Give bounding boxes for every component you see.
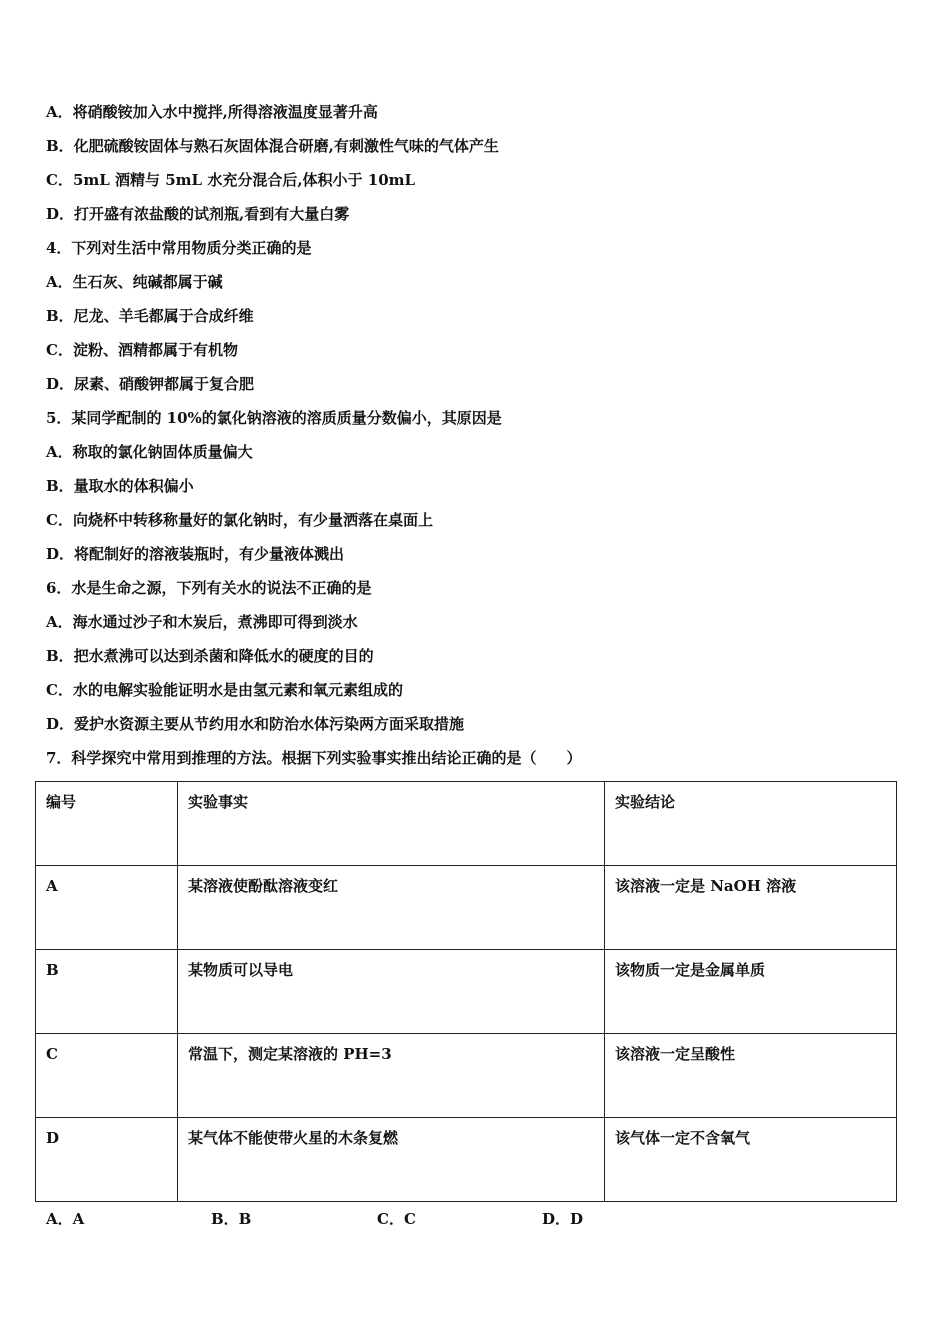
- row-id-cell: A: [36, 866, 178, 950]
- row-fact-cell: 某物质可以导电: [178, 950, 605, 1034]
- q6-stem: 6．水是生命之源，下列有关水的说法不正确的是: [46, 579, 372, 597]
- header-cell-conclusion: 实验结论: [605, 782, 897, 866]
- q4-option-d: D．尿素、硝酸钾都属于复合肥: [46, 375, 255, 393]
- q5-stem: 5．某同学配制的 10%的氯化钠溶液的溶质质量分数偏小，其原因是: [46, 409, 502, 427]
- q3-option-d: D．打开盛有浓盐酸的试剂瓶,看到有大量白雾: [46, 205, 350, 223]
- row-fact-cell: 某气体不能使带火星的木条复燃: [178, 1118, 605, 1202]
- q6-option-c: C．水的电解实验能证明水是由氢元素和氧元素组成的: [46, 681, 403, 699]
- row-conclusion-cell: 该溶液一定呈酸性: [605, 1034, 897, 1118]
- q3-option-a: A．将硝酸铵加入水中搅拌,所得溶液温度显著升高: [46, 103, 378, 121]
- row-fact-cell: 常温下，测定某溶液的 PH=3: [178, 1034, 605, 1118]
- q3-option-b: B．化肥硫酸铵固体与熟石灰固体混合研磨,有刺激性气味的气体产生: [46, 137, 499, 155]
- row-conclusion-cell: 该物质一定是金属单质: [605, 950, 897, 1034]
- row-id-cell: C: [36, 1034, 178, 1118]
- q5-option-a: A．称取的氯化钠固体质量偏大: [46, 443, 253, 461]
- q4-stem: 4．下列对生活中常用物质分类正确的是: [46, 239, 312, 257]
- table-row: [36, 1034, 897, 1118]
- q7-answer-c: C．C: [377, 1210, 416, 1228]
- q4-option-c: C．淀粉、酒精都属于有机物: [46, 341, 238, 359]
- q4-option-a: A．生石灰、纯碱都属于碱: [46, 273, 223, 291]
- q7-table: [35, 781, 897, 1202]
- row-id-cell: D: [36, 1118, 178, 1202]
- row-fact-cell: 某溶液使酚酞溶液变红: [178, 866, 605, 950]
- q6-option-d: D．爱护水资源主要从节约用水和防治水体污染两方面采取措施: [46, 715, 465, 733]
- table-row: [36, 1118, 897, 1202]
- q7-answer-b: B．B: [211, 1210, 252, 1228]
- row-conclusion-cell: 该溶液一定是 NaOH 溶液: [605, 866, 897, 950]
- table-header-row: [36, 782, 897, 866]
- q6-option-b: B．把水煮沸可以达到杀菌和降低水的硬度的目的: [46, 647, 374, 665]
- q5-option-c: C．向烧杯中转移称量好的氯化钠时，有少量洒落在桌面上: [46, 511, 433, 529]
- q4-option-b: B．尼龙、羊毛都属于合成纤维: [46, 307, 254, 325]
- table-row: [36, 866, 897, 950]
- header-cell-id: 编号: [36, 782, 178, 866]
- q5-option-b: B．量取水的体积偏小: [46, 477, 194, 495]
- q3-option-c: C．5mL 酒精与 5mL 水充分混合后,体积小于 10mL: [46, 171, 416, 189]
- row-conclusion-cell: 该气体一定不含氧气: [605, 1118, 897, 1202]
- header-cell-fact: 实验事实: [178, 782, 605, 866]
- table-row: [36, 950, 897, 1034]
- q5-option-d: D．将配制好的溶液装瓶时，有少量液体溅出: [46, 545, 345, 563]
- row-id-cell: B: [36, 950, 178, 1034]
- q7-stem: 7．科学探究中常用到推理的方法。根据下列实验事实推出结论正确的是（ ）: [46, 749, 582, 767]
- q6-option-a: A．海水通过沙子和木炭后，煮沸即可得到淡水: [46, 613, 358, 631]
- q7-answer-a: A．A: [46, 1210, 85, 1228]
- q7-answer-d: D．D: [542, 1210, 584, 1228]
